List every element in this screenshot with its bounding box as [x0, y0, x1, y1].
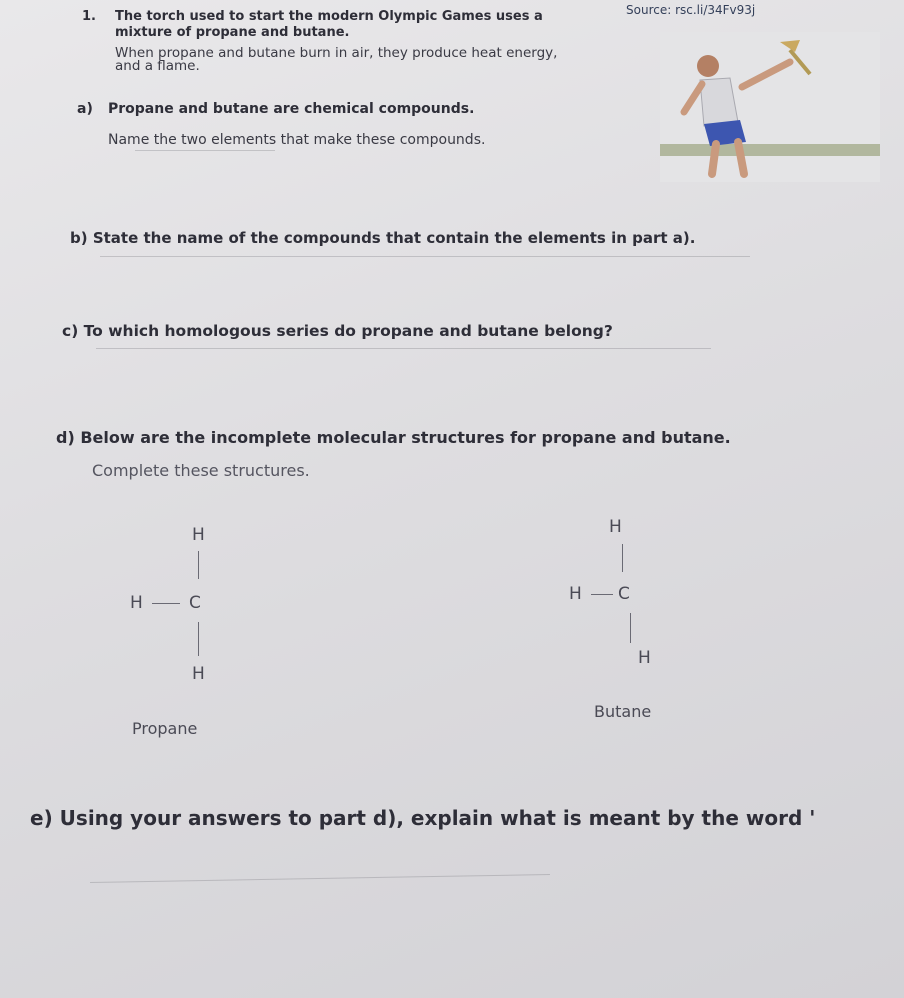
propane-label: Propane [132, 719, 198, 738]
question-intro-line1: The torch used to start the modern Olympic Games uses a [115, 9, 543, 24]
part-a-text: Propane and butane are chemical compounds. [108, 101, 475, 117]
propane-top-bond [198, 551, 199, 579]
part-c-text: c) To which homologous series do propane and butane belong? [62, 322, 613, 340]
butane-left-hydrogen: H [569, 584, 582, 604]
propane-carbon: C [189, 593, 201, 613]
propane-bottom-bond [198, 622, 199, 656]
part-a-subtext: Name the two elements that make these compounds. [108, 132, 486, 148]
part-e-text: e) Using your answers to part d), explain what is meant by the word ' [30, 806, 816, 830]
propane-bottom-hydrogen: H [192, 664, 205, 684]
butane-carbon: C [618, 584, 630, 604]
propane-left-bond [152, 603, 180, 604]
propane-left-hydrogen: H [130, 593, 143, 613]
question-number: 1. [82, 9, 96, 24]
butane-top-bond [622, 544, 623, 572]
part-d-subtext: Complete these structures. [92, 461, 310, 480]
butane-top-hydrogen: H [609, 517, 622, 537]
part-d-text: d) Below are the incomplete molecular structures for propane and butane. [56, 428, 731, 447]
question-intro-line4: and a flame. [115, 58, 200, 74]
part-b-text: b) State the name of the compounds that contain the elements in part a). [70, 229, 696, 247]
question-intro-line3: When propane and butane burn in air, they produce heat energy, [115, 45, 558, 61]
question-intro-line2: mixture of propane and butane. [115, 25, 350, 40]
butane-left-bond [591, 594, 613, 595]
athlete-photo [660, 32, 880, 182]
butane-bottom-bond [630, 613, 631, 643]
source-citation: Source: rsc.li/34Fv93j [626, 3, 756, 17]
butane-bottom-hydrogen: H [638, 648, 651, 668]
butane-label: Butane [594, 702, 652, 721]
part-a-label: a) [77, 101, 93, 117]
propane-top-hydrogen: H [192, 525, 205, 545]
